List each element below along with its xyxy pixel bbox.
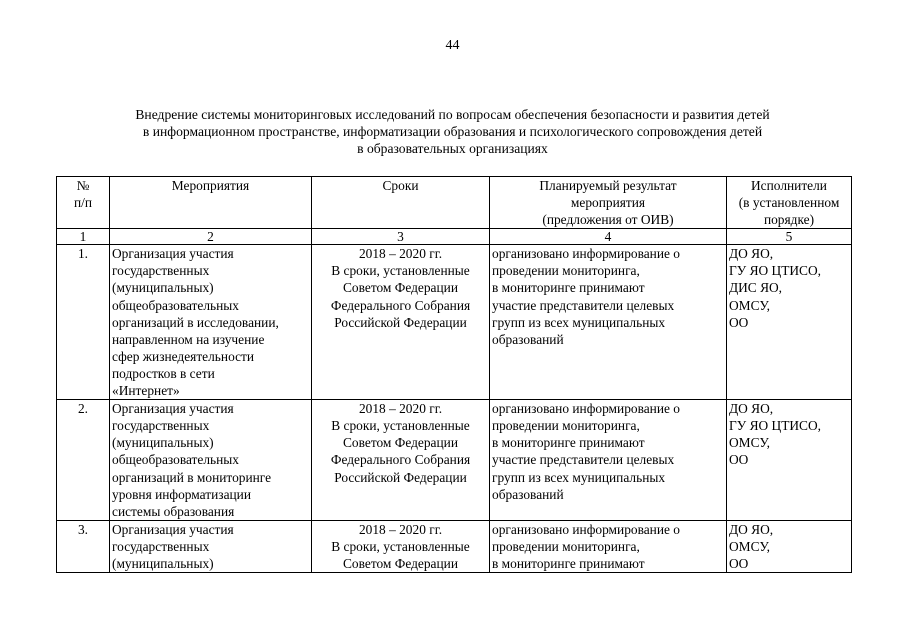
column-number: 3 bbox=[312, 229, 490, 245]
cell-line: В сроки, установленные bbox=[331, 418, 470, 434]
cell-line: организовано информирование о bbox=[492, 246, 680, 262]
cell-line: Российской Федерации bbox=[334, 469, 467, 485]
cell-line: ОО bbox=[729, 452, 749, 468]
header-text: Исполнители bbox=[751, 178, 827, 193]
cell-executors bbox=[727, 245, 852, 400]
cell-deadline bbox=[312, 520, 490, 572]
cell-line: ОО bbox=[729, 314, 749, 330]
cell-line: В сроки, установленные bbox=[331, 263, 470, 279]
cell-line: в мониторинге принимают bbox=[492, 555, 645, 571]
cell-line: государственных bbox=[112, 538, 210, 554]
table-row bbox=[57, 520, 852, 572]
column-number: 1 bbox=[57, 229, 110, 245]
cell-line: Организация участия bbox=[112, 246, 234, 262]
header-result bbox=[490, 177, 727, 229]
column-number-row bbox=[57, 229, 852, 245]
header-text: (предложения от ОИВ) bbox=[542, 212, 674, 228]
title-line: в информационном пространстве, информатизации образования и психологического сопровождения детей bbox=[142, 124, 763, 139]
cell-line: Российской Федерации bbox=[334, 314, 467, 330]
cell-line: Организация участия bbox=[112, 401, 234, 417]
cell-number: 3. bbox=[57, 520, 110, 572]
title-line: Внедрение системы мониторинговых исследований по вопросам обеспечения безопасности и развития детей bbox=[135, 107, 770, 122]
cell-line: системы образования bbox=[112, 503, 235, 519]
header-text: Планируемый результат bbox=[539, 178, 677, 193]
cell-line: ГУ ЯО ЦТИСО, bbox=[729, 263, 821, 279]
cell-line: Советом Федерации bbox=[343, 280, 458, 296]
cell-line: государственных bbox=[112, 418, 210, 434]
header-row bbox=[57, 177, 852, 229]
cell-line: 2018 – 2020 гг. bbox=[358, 521, 443, 537]
header-text: (в установленном bbox=[738, 195, 840, 211]
header-text: Мероприятия bbox=[171, 178, 250, 193]
cell-line: 2018 – 2020 гг. bbox=[358, 401, 443, 417]
cell-event bbox=[110, 520, 312, 572]
cell-line: организовано информирование о bbox=[492, 521, 680, 537]
table-body bbox=[57, 245, 852, 573]
cell-event bbox=[110, 400, 312, 521]
header-deadlines bbox=[312, 177, 490, 229]
cell-line: общеобразовательных bbox=[112, 297, 240, 313]
cell-line: Федерального Собрания bbox=[330, 297, 471, 313]
cell-line: (муниципальных) bbox=[112, 435, 214, 451]
cell-line: В сроки, установленные bbox=[331, 538, 470, 554]
cell-line: Советом Федерации bbox=[343, 555, 458, 571]
cell-line: государственных bbox=[112, 263, 210, 279]
cell-line: уровня информатизации bbox=[112, 486, 252, 502]
cell-line: ОМСУ, bbox=[729, 297, 770, 313]
cell-result bbox=[490, 400, 727, 521]
column-number: 4 bbox=[490, 229, 727, 245]
cell-line: организаций в исследовании, bbox=[112, 314, 279, 330]
cell-executors bbox=[727, 520, 852, 572]
cell-line: ОО bbox=[729, 555, 749, 571]
cell-line: Федерального Собрания bbox=[330, 452, 471, 468]
cell-line: «Интернет» bbox=[112, 383, 180, 399]
events-table bbox=[56, 176, 852, 573]
cell-line: ДИС ЯО, bbox=[729, 280, 783, 296]
column-number: 2 bbox=[110, 229, 312, 245]
cell-event bbox=[110, 245, 312, 400]
cell-line: подростков в сети bbox=[112, 365, 215, 381]
cell-line: ДО ЯО, bbox=[729, 246, 774, 262]
cell-number: 1. bbox=[57, 245, 110, 400]
cell-line: проведении мониторинга, bbox=[492, 538, 640, 554]
cell-line: проведении мониторинга, bbox=[492, 263, 640, 279]
cell-line: ГУ ЯО ЦТИСО, bbox=[729, 418, 821, 434]
cell-line: Советом Федерации bbox=[343, 435, 458, 451]
cell-line: (муниципальных) bbox=[112, 280, 214, 296]
cell-line: ДО ЯО, bbox=[729, 401, 774, 417]
title-line: в образовательных организациях bbox=[357, 141, 548, 156]
cell-result bbox=[490, 245, 727, 400]
cell-line: групп из всех муниципальных bbox=[492, 469, 666, 485]
page-number: 44 bbox=[445, 38, 460, 53]
cell-line: участие представители целевых bbox=[492, 297, 675, 313]
cell-deadline bbox=[312, 400, 490, 521]
cell-line: ДО ЯО, bbox=[729, 521, 774, 537]
header-number bbox=[57, 177, 110, 229]
header-executors bbox=[727, 177, 852, 229]
cell-line: (муниципальных) bbox=[112, 555, 214, 571]
cell-line: проведении мониторинга, bbox=[492, 418, 640, 434]
cell-line: направленном на изучение bbox=[112, 331, 265, 347]
document-title bbox=[60, 106, 845, 157]
cell-line: Организация участия bbox=[112, 521, 234, 537]
cell-executors bbox=[727, 400, 852, 521]
cell-line: в мониторинге принимают bbox=[492, 280, 645, 296]
header-text: Сроки bbox=[382, 178, 419, 193]
cell-line: организовано информирование о bbox=[492, 401, 680, 417]
cell-line: общеобразовательных bbox=[112, 452, 240, 468]
header-text: мероприятия bbox=[570, 195, 646, 211]
header-text: порядке) bbox=[763, 212, 815, 228]
cell-line: сфер жизнедеятельности bbox=[112, 348, 255, 364]
cell-number: 2. bbox=[57, 400, 110, 521]
header-text: п/п bbox=[73, 195, 93, 211]
header-events bbox=[110, 177, 312, 229]
cell-line: ОМСУ, bbox=[729, 538, 770, 554]
cell-line: организаций в мониторинге bbox=[112, 469, 272, 485]
cell-line: образований bbox=[492, 486, 564, 502]
table-row bbox=[57, 400, 852, 521]
cell-line: участие представители целевых bbox=[492, 452, 675, 468]
cell-deadline bbox=[312, 245, 490, 400]
column-number: 5 bbox=[727, 229, 852, 245]
cell-line: 2018 – 2020 гг. bbox=[358, 246, 443, 262]
cell-line: ОМСУ, bbox=[729, 435, 770, 451]
cell-line: в мониторинге принимают bbox=[492, 435, 645, 451]
header-text: № bbox=[76, 178, 90, 193]
table-row bbox=[57, 245, 852, 400]
cell-line: групп из всех муниципальных bbox=[492, 314, 666, 330]
cell-result bbox=[490, 520, 727, 572]
cell-line: образований bbox=[492, 331, 564, 347]
